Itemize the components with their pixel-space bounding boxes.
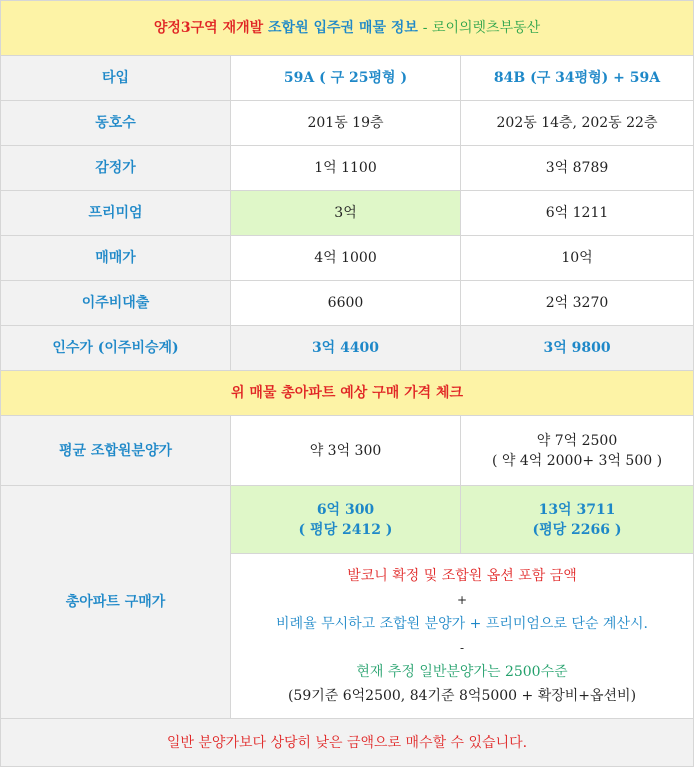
cell-relocation-loan-2: 2억 3270 bbox=[461, 281, 694, 326]
avg-price-2-main: 약 7억 2500 bbox=[536, 432, 618, 449]
row-label-type: 타입 bbox=[1, 56, 231, 101]
table-row bbox=[1, 146, 694, 191]
cell-total-2 bbox=[461, 486, 694, 554]
note-general-price: 현재 추정 일반분양가는 2500수준 bbox=[356, 664, 568, 680]
note-plus: + bbox=[456, 593, 468, 607]
total-2-main: 13억 3711 bbox=[538, 501, 616, 518]
note-simple-calc: 비례율 무시하고 조합원 분양가 + 프리미엄으로 단순 계산시. bbox=[276, 616, 648, 632]
row-label-appraisal: 감정가 bbox=[1, 146, 231, 191]
table-row bbox=[1, 486, 694, 554]
cell-appraisal-2: 3억 8789 bbox=[461, 146, 694, 191]
row-label-unit: 동호수 bbox=[1, 101, 231, 146]
table-row bbox=[1, 281, 694, 326]
table-row bbox=[1, 236, 694, 281]
row-label-total-price: 총아파트 구매가 bbox=[1, 486, 231, 719]
cell-appraisal-1: 1억 1100 bbox=[231, 146, 461, 191]
row-label-relocation-loan: 이주비대출 bbox=[1, 281, 231, 326]
cell-avg-price-2 bbox=[461, 416, 694, 486]
section-title: 위 매물 총아파트 예상 구매 가격 체크 bbox=[1, 371, 694, 416]
row-label-sale-price: 매매가 bbox=[1, 236, 231, 281]
cell-premium-2: 6억 1211 bbox=[461, 191, 694, 236]
table-title bbox=[1, 1, 694, 56]
cell-total-1 bbox=[231, 486, 461, 554]
total-2-per-pyeong: (평당 2266 ) bbox=[532, 521, 622, 538]
cell-unit-2: 202동 14층, 202동 22층 bbox=[461, 101, 694, 146]
row-label-premium: 프리미엄 bbox=[1, 191, 231, 236]
table-row bbox=[1, 191, 694, 236]
title-subject: 조합원 입주권 매물 정보 bbox=[268, 20, 418, 36]
total-notes bbox=[231, 554, 694, 719]
row-label-avg-price: 평균 조합원분양가 bbox=[1, 416, 231, 486]
table-row bbox=[1, 56, 694, 101]
table-row bbox=[1, 416, 694, 486]
table-title-row bbox=[1, 1, 694, 56]
cell-premium-1: 3억 bbox=[231, 191, 461, 236]
cell-type-2: 84B (구 34평형) + 59A bbox=[461, 56, 694, 101]
table-row bbox=[1, 326, 694, 371]
cell-sale-price-2: 10억 bbox=[461, 236, 694, 281]
note-option-included: 발코니 확정 및 조합원 옵션 포함 금액 bbox=[347, 568, 577, 584]
cell-relocation-loan-1: 6600 bbox=[231, 281, 461, 326]
title-source: - 로이의렛츠부동산 bbox=[422, 20, 541, 36]
total-1-per-pyeong: ( 평당 2412 ) bbox=[298, 521, 393, 538]
note-minus: - bbox=[459, 641, 465, 655]
note-general-price-detail: (59기준 6억2500, 84기준 8억5000 + 확장비+옵션비) bbox=[287, 688, 637, 704]
avg-price-2-detail: ( 약 4억 2000+ 3억 500 ) bbox=[491, 452, 663, 469]
cell-acquisition-1: 3억 4400 bbox=[231, 326, 461, 371]
footer-row bbox=[1, 719, 694, 767]
table-row bbox=[1, 101, 694, 146]
cell-sale-price-1: 4억 1000 bbox=[231, 236, 461, 281]
cell-unit-1: 201동 19층 bbox=[231, 101, 461, 146]
footer-note: 일반 분양가보다 상당히 낮은 금액으로 매수할 수 있습니다. bbox=[1, 719, 694, 767]
cell-type-1: 59A ( 구 25평형 ) bbox=[231, 56, 461, 101]
cell-acquisition-2: 3억 9800 bbox=[461, 326, 694, 371]
cell-avg-price-1: 약 3억 300 bbox=[231, 416, 461, 486]
title-district: 양정3구역 재개발 bbox=[153, 20, 264, 36]
section-title-row bbox=[1, 371, 694, 416]
row-label-acquisition: 인수가 (이주비승계) bbox=[1, 326, 231, 371]
total-1-main: 6억 300 bbox=[316, 501, 375, 518]
